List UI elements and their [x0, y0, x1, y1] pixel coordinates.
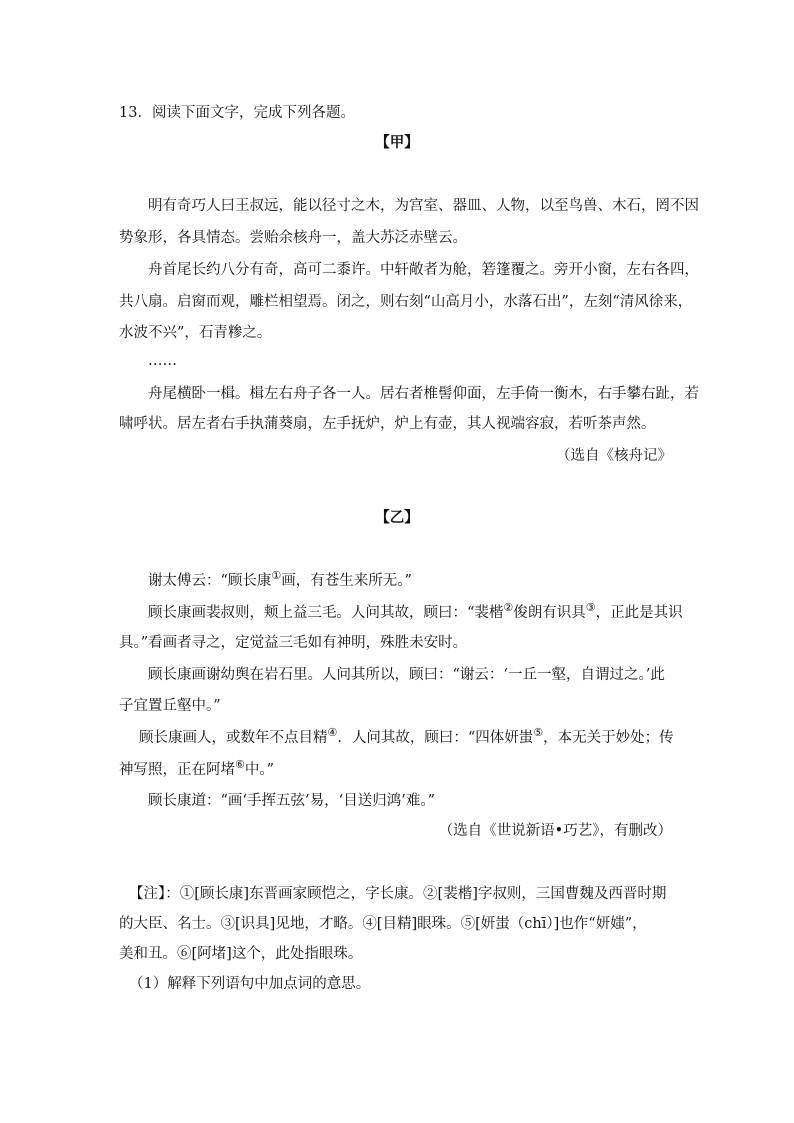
jia-line-7: 啸呼状。居左者右手执蒲葵扇，左手抚炉，炉上有壶，其人视端容寂，若听茶声然。 — [119, 416, 656, 432]
yi-line-7: 神写照，正在阿堵⑥中。” — [119, 758, 275, 778]
jia-ellipsis: …… — [148, 353, 177, 369]
yi-line-5: 子宜置丘壑中。” — [119, 698, 221, 714]
yi-line-4: 顾长康画谢幼舆在岩石里。人问其所以，顾曰：“谢云：‘一丘一壑，自谓过之。’此 — [148, 667, 665, 683]
yi-line-6: 顾长康画人，或数年不点目精④．人问其故，顾曰：“四体妍蚩⑤，本无关于妙处；传 — [139, 726, 674, 746]
jia-source: （选自《核舟记》 — [556, 448, 672, 464]
note-mark-3: ③ — [585, 601, 596, 615]
note-mark-1: ① — [271, 569, 282, 583]
note-mark-4: ④ — [327, 726, 338, 740]
yi-line-1: 谢太傅云：“顾长康①画，有苍生来所无。” — [148, 569, 412, 589]
yi-line-3: 具。”看画者寻之，定觉益三毛如有神明，殊胜未安时。 — [119, 635, 468, 651]
notes-line-3: 美和丑。⑥[阿堵]这个，此处指眼珠。 — [119, 946, 363, 962]
jia-line-2: 势象形，各具情态。尝贻余核舟一，盖大苏泛赤壁云。 — [119, 230, 467, 246]
note-mark-6: ⑥ — [235, 758, 245, 772]
yi-line-8: 顾长康道：“画‘手挥五弦’易，‘目送归鸿’难。” — [148, 793, 436, 809]
note-mark-5: ⑤ — [533, 726, 544, 740]
jia-line-6: 舟尾横卧一楫。楫左右舟子各一人。居右者椎髻仰面，左手倚一衡木，右手攀右趾，若 — [148, 386, 699, 402]
notes-line-2: 的大臣、名士。③[识具]见地，才略。④[目精]眼珠。⑤[妍蚩（chī）]也作“妍媸”， — [119, 916, 647, 932]
jia-line-4: 共八扇。启窗而观，雕栏相望焉。闭之，则右刻“山高月小，水落石出”，左刻“清风徐来， — [119, 294, 693, 310]
question-intro: 13．阅读下面文字，完成下列各题。 — [119, 105, 355, 121]
yi-source: （选自《世说新语•巧艺》，有删改） — [438, 823, 672, 839]
notes-line-1: 【注】：①[顾长康]东晋画家顾恺之，字长康。②[裴楷]字叔则，三国曹魏及西晋时期 — [129, 886, 667, 902]
yi-line-2: 顾长康画裴叔则，颊上益三毛。人问其故，顾曰：“裴楷②俊朗有识具③，正此是其识 — [148, 601, 683, 621]
note-mark-2: ② — [503, 601, 514, 615]
jia-line-5: 水波不兴”，石青糁之。 — [119, 325, 272, 341]
jia-line-1: 明有奇巧人曰王叔远，能以径寸之木，为宫室、器皿、人物，以至鸟兽、木石，罔不因 — [148, 198, 699, 214]
subquestion-1: （1）解释下列语句中加点词的意思。 — [129, 976, 371, 992]
yi-heading: 【乙】 — [375, 509, 419, 526]
jia-heading: 【甲】 — [375, 134, 419, 151]
jia-line-3: 舟首尾长约八分有奇，高可二黍许。中轩敞者为舱，箬篷覆之。旁开小窗，左右各四， — [148, 262, 699, 278]
